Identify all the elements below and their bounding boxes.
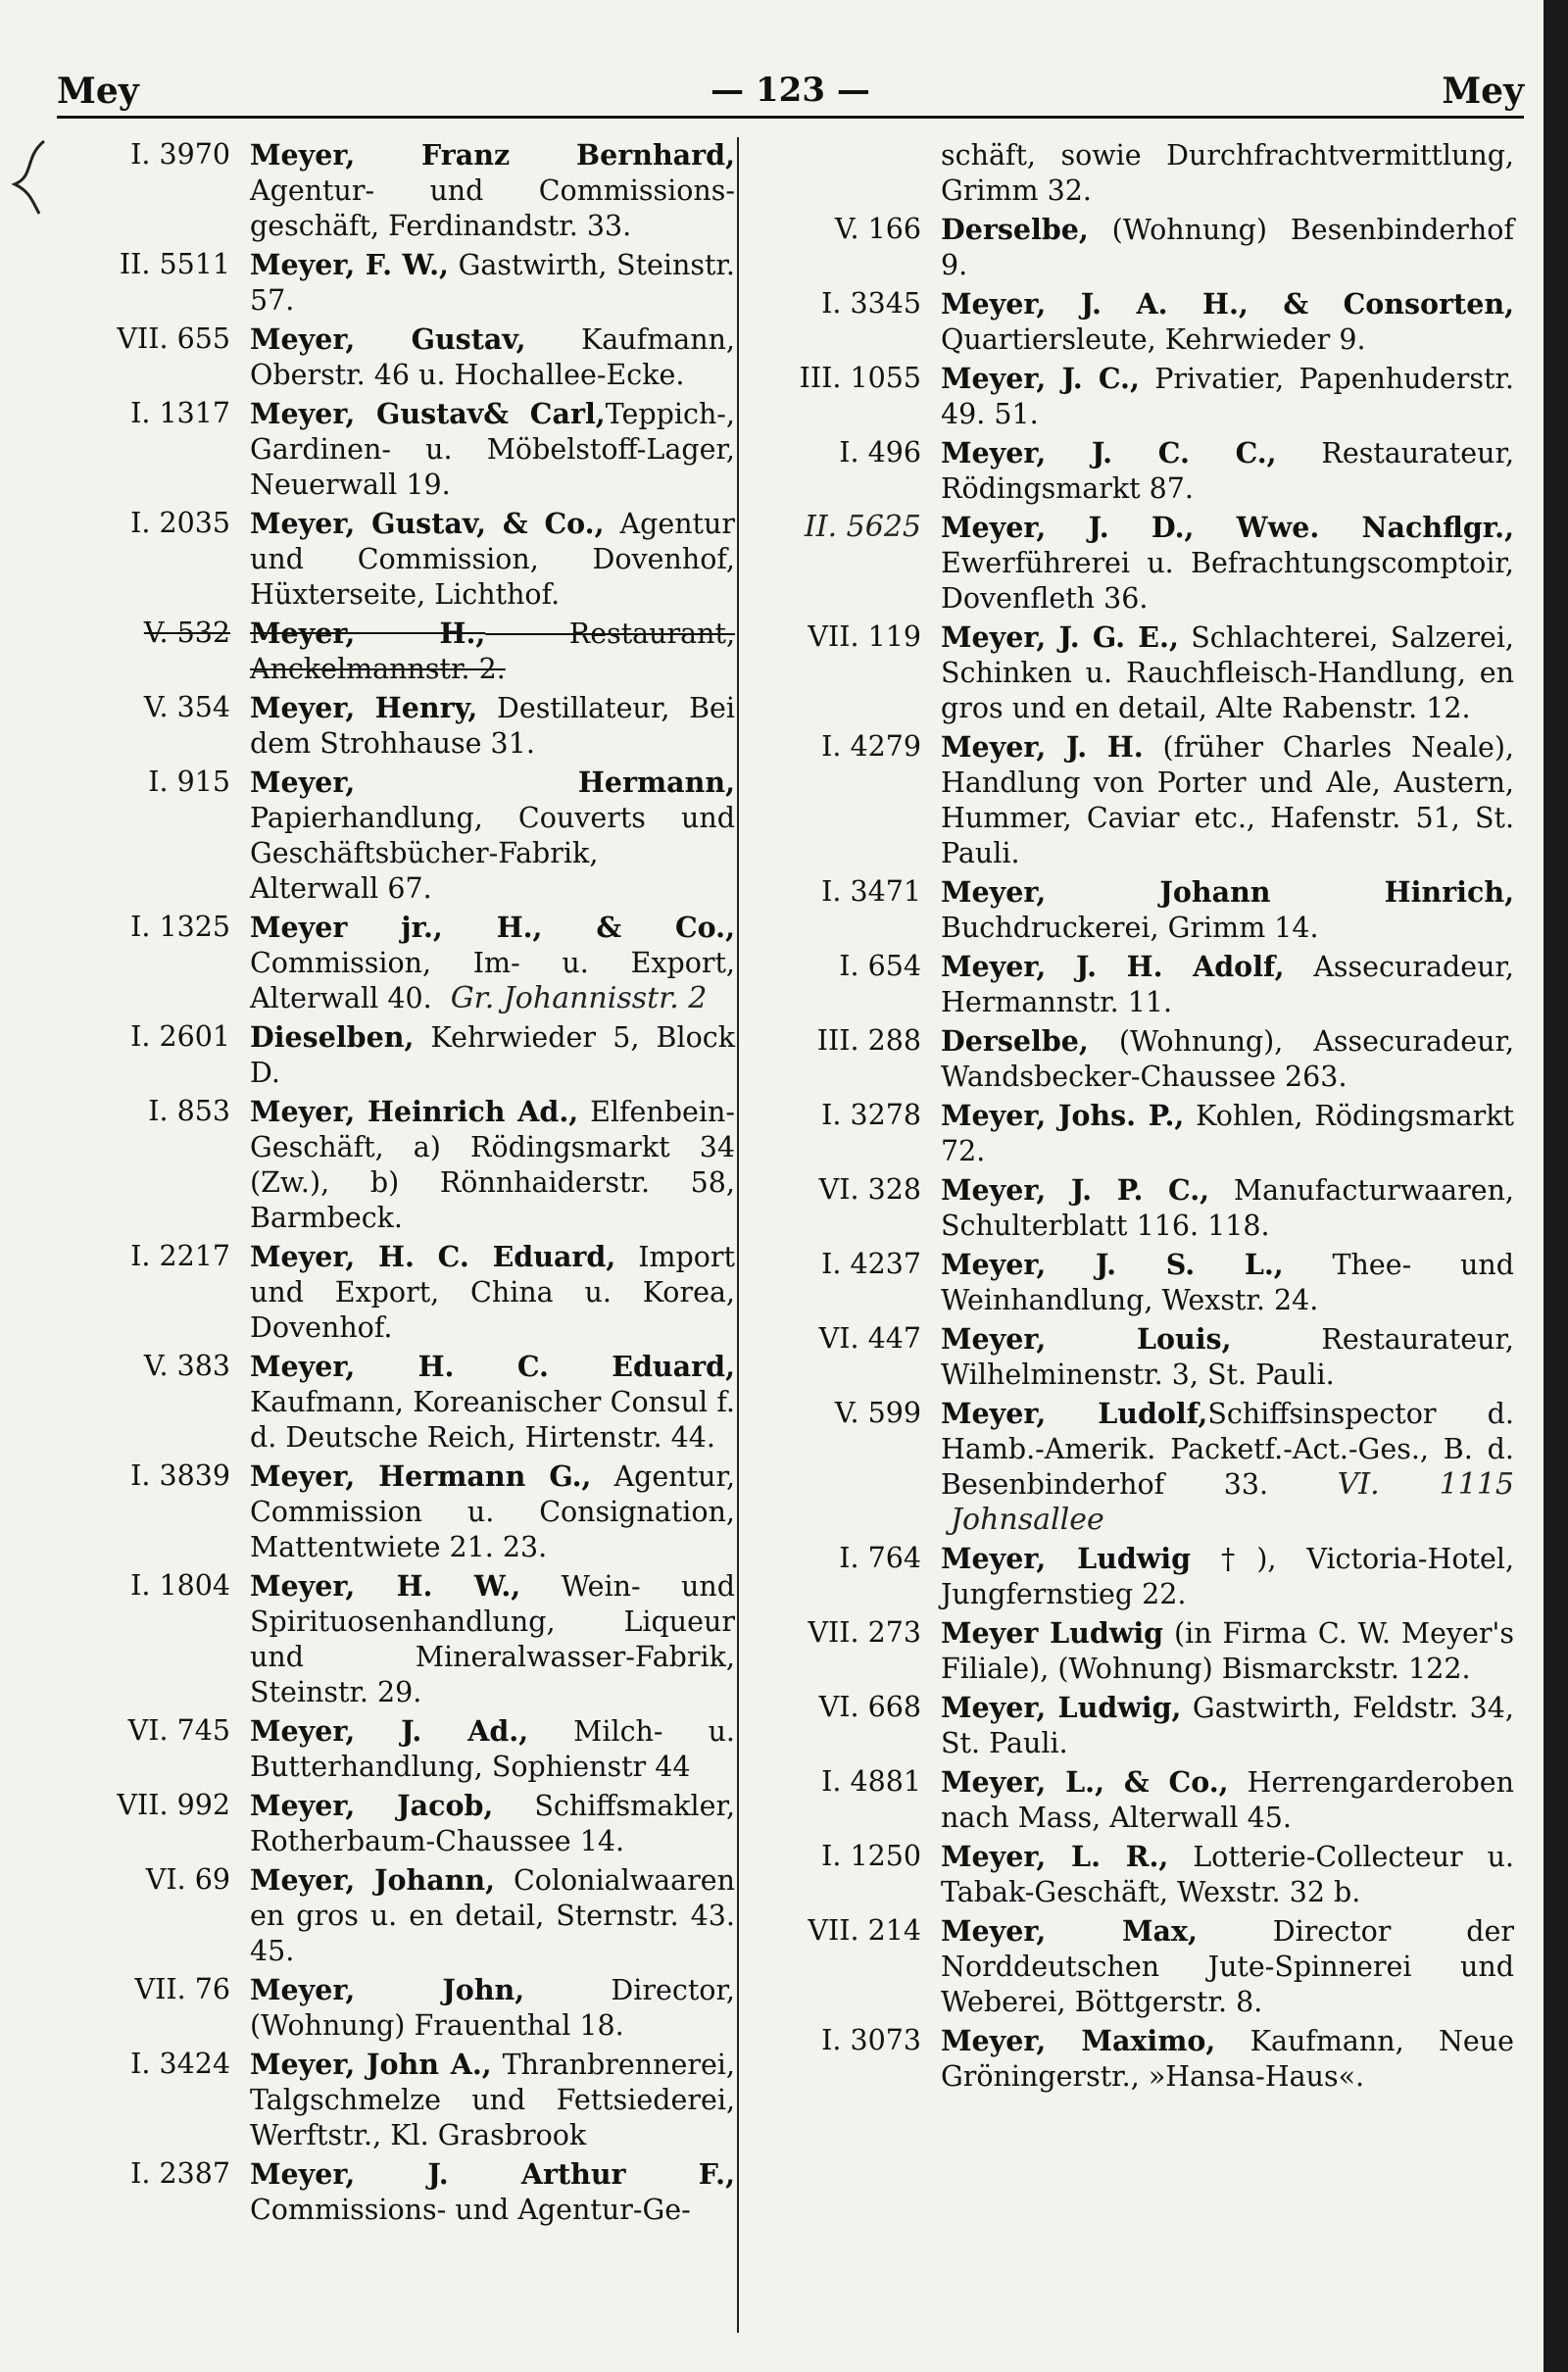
entry-details: Kohlen, Rödingsmarkt 72. (941, 1100, 1515, 1167)
entry-register-number: I. 1250 (821, 1840, 921, 1872)
entry-register-number: VII. 273 (808, 1616, 921, 1649)
entry-name: Meyer, Hermann, (250, 766, 735, 799)
entry-details: Director der Norddeutschen Jute-Spinnerei und Weberei, Böttgerstr. 8. (941, 1915, 1514, 2018)
handwritten-note: Johnsallee (951, 1503, 1104, 1537)
entry-details: Restaurant, Anckelmannstr. 2. (250, 618, 736, 685)
directory-entry (750, 2023, 1514, 2095)
entry-register-number: VII. 992 (117, 1789, 230, 1821)
entry-text (250, 2047, 735, 2153)
left-column (39, 137, 735, 2352)
directory-entry (39, 2156, 735, 2228)
header-left-keyword: Mey (57, 71, 139, 112)
entry-text (941, 619, 1514, 726)
directory-entry (750, 361, 1514, 432)
entry-details: Wein- und Spirituosenhandlung, Liqueur und Mineralwasser-Fabrik, Steinstr. 29. (250, 1570, 736, 1708)
entry-details: Agentur und Commission, Dovenhof, Hüxterseite, Lichthof. (250, 508, 735, 611)
directory-entry (39, 137, 735, 244)
entry-text (941, 1615, 1514, 1687)
entry-name: Meyer, J. H. (941, 730, 1144, 764)
entry-text (250, 506, 735, 613)
directory-entry (750, 1098, 1514, 1169)
entry-details: Manufacturwaaren, Schulterblatt 116. 118. (941, 1174, 1514, 1242)
entry-register-number: VII. 76 (134, 1973, 230, 2005)
entry-details: Commissions- und Agentur-Ge- (250, 2194, 691, 2226)
entry-register-number: VI. 447 (818, 1322, 921, 1355)
entry-details: Teppich-, Gardinen- u. Möbelstoff-Lager, Neuerwall 19. (250, 398, 735, 501)
entry-text (941, 1913, 1514, 2020)
handwritten-note: VI. 1115 (1337, 1467, 1514, 1502)
entry-register-number: I. 3424 (130, 2048, 230, 2080)
directory-entry (750, 1839, 1514, 1910)
entry-register-number: VI. 328 (818, 1173, 921, 1206)
entry-register-number: V. 354 (143, 691, 230, 723)
entry-text (250, 1713, 735, 1785)
entry-text (250, 396, 735, 503)
entry-name: Dieselben, (250, 1020, 415, 1054)
entry-details: Ewerführerei u. Befrachtungscomptoir, Dovenfleth 36. (941, 547, 1514, 615)
entry-register-number: I. 853 (148, 1095, 230, 1127)
entry-name: Meyer, H. W., (250, 1569, 521, 1603)
entry-register-number: I. 654 (839, 950, 921, 982)
entry-details: Restaurateur, Rödingsmarkt 87. (941, 437, 1514, 505)
page-number: — 123 — (710, 71, 870, 110)
directory-entry (750, 949, 1514, 1020)
entry-text (250, 910, 735, 1016)
entry-text (941, 1023, 1514, 1095)
entry-text (941, 361, 1514, 432)
entry-details: Colonialwaaren en gros u. en detail, Sternstr. 43. 45. (250, 1864, 735, 1967)
entry-register-number (750, 137, 941, 209)
page-header (57, 71, 1524, 120)
entry-name: Meyer, Hermann G., (250, 1459, 592, 1493)
directory-entry (750, 1247, 1514, 1318)
entry-text (250, 1568, 735, 1710)
entry-details: Director, (Wohnung) Frauenthal 18. (250, 1974, 735, 2042)
directory-entry (750, 1321, 1514, 1393)
directory-entry (39, 1862, 735, 1969)
entry-register-number: I. 3839 (130, 1459, 230, 1492)
entry-text (250, 616, 735, 687)
entry-details: Schiffsinspector d. Hamb.-Amerik. Packetf.-Act.-Ges., B. d. Besenbinderhof 33. (941, 1398, 1514, 1501)
entry-text (941, 212, 1514, 283)
entry-details: Quartiersleute, Kehrwieder 9. (941, 323, 1366, 356)
entry-register-number: I. 1804 (130, 1569, 230, 1602)
entry-name: Meyer, Henry, (250, 691, 478, 724)
entry-register-number: VII. 655 (117, 322, 230, 355)
entry-register-number: I. 2601 (130, 1020, 230, 1053)
entry-name: Meyer jr., H., & Co., (250, 911, 735, 944)
entry-name: Meyer, J. S. L., (941, 1248, 1284, 1281)
entry-details: Gastwirth, Feldstr. 34, St. Pauli. (941, 1692, 1514, 1759)
entry-register-number: I. 3471 (821, 875, 921, 908)
directory-entry (750, 1615, 1514, 1687)
directory-entry (39, 396, 735, 503)
entry-name: Meyer, L., & Co., (941, 1765, 1229, 1799)
entry-register-number: VI. 668 (818, 1691, 921, 1723)
entry-register-number: I. 496 (839, 436, 921, 469)
entry-register-number: II. 5511 (119, 248, 230, 280)
entry-text (941, 1098, 1514, 1169)
entry-name: Meyer, L. R., (941, 1840, 1169, 1873)
entry-details: (Wohnung) Besenbinderhof 9. (941, 214, 1514, 281)
directory-entry (39, 1239, 735, 1346)
directory-entry (39, 616, 735, 687)
entry-name: Meyer, Jacob, (250, 1789, 494, 1822)
entry-details: Schlachterei, Salzerei, Schinken u. Rauchfleisch-Handlung, en gros und en detail, Alte Rabenstr. 12. (941, 621, 1514, 724)
directory-entry (750, 1396, 1514, 1538)
entry-text (941, 1247, 1514, 1318)
entry-name: Meyer, J. C. C., (941, 436, 1277, 469)
entry-details: Milch- u. Butterhandlung, Sophienstr 44 (250, 1715, 735, 1783)
directory-entry (750, 1172, 1514, 1244)
entry-register-number: I. 2217 (130, 1240, 230, 1272)
entry-text (250, 247, 735, 319)
entry-name: Meyer, J. A. H., & Consorten, (941, 287, 1514, 321)
entry-details: Agentur- und Commissions-geschäft, Ferdinandstr. 33. (250, 174, 735, 242)
entry-text (250, 2156, 735, 2228)
entry-text (941, 2023, 1514, 2095)
entry-register-number: I. 2387 (130, 2157, 230, 2190)
entry-details: Thee- und Weinhandlung, Wexstr. 24. (941, 1249, 1514, 1316)
entry-name: Meyer, J. C., (941, 362, 1140, 395)
entry-register-number: VII. 214 (808, 1914, 921, 1947)
entry-register-number: I. 4881 (821, 1765, 921, 1798)
entry-register-number: I. 3073 (821, 2024, 921, 2056)
entry-register-number: I. 764 (839, 1542, 921, 1574)
directory-entry (750, 1541, 1514, 1612)
entry-text (250, 690, 735, 762)
entry-text (250, 765, 735, 907)
entry-details: Kaufmann, Oberstr. 46 u. Hochallee-Ecke. (250, 323, 735, 391)
entry-name: Meyer, H. C. Eduard, (250, 1240, 616, 1273)
directory-entry (39, 1713, 735, 1785)
entry-name: Meyer, Gustav& Carl, (250, 397, 606, 430)
entry-register-number: I. 1317 (130, 397, 230, 429)
entry-name: Meyer, J. H. Adolf, (941, 950, 1285, 983)
directory-entry (39, 506, 735, 613)
directory-entry (39, 247, 735, 319)
directory-entry (750, 435, 1514, 507)
entry-text (941, 137, 1514, 209)
entry-details: (Wohnung), Assecuradeur, Wandsbecker-Chaussee 263. (941, 1025, 1514, 1093)
directory-entry (750, 1023, 1514, 1095)
entry-name: Meyer, John, (250, 1973, 525, 2006)
entry-text (250, 321, 735, 393)
entry-details: Kaufmann, Neue Gröningerstr., »Hansa-Haus«. (941, 2025, 1514, 2093)
entry-text (941, 1321, 1514, 1393)
directory-entry (750, 619, 1514, 726)
entry-text (941, 874, 1514, 946)
entry-name: Meyer, F. W., (250, 248, 449, 281)
entry-text (250, 1094, 735, 1236)
entry-register-number: V. 532 (143, 617, 230, 649)
entry-name: Meyer, Johann Hinrich, (941, 875, 1514, 909)
directory-entry (39, 690, 735, 762)
entry-register-number: V. 166 (834, 213, 921, 245)
entry-register-number: I. 4237 (821, 1248, 921, 1280)
entry-name: Meyer, J. P. C., (941, 1173, 1210, 1207)
directory-entry (750, 286, 1514, 358)
directory-entry (39, 2047, 735, 2153)
entry-text (941, 1839, 1514, 1910)
entry-register-number: I. 2035 (130, 507, 230, 539)
directory-entry (39, 910, 735, 1016)
entry-details: Papierhandlung, Couverts und Geschäftsbücher-Fabrik, Alterwall 67. (250, 802, 735, 905)
entry-register-number: VII. 119 (808, 620, 921, 653)
entry-name: Derselbe, (941, 213, 1089, 246)
directory-entry (750, 1913, 1514, 2020)
entry-name: Meyer, Ludwig, (941, 1691, 1182, 1724)
entry-details: Assecuradeur, Hermannstr. 11. (941, 951, 1514, 1018)
entry-name: Meyer, J. D., Wwe. Nachflgr., (941, 511, 1514, 544)
directory-entry (39, 1349, 735, 1456)
directory-entry (750, 874, 1514, 946)
entry-register-number: I. 1325 (130, 911, 230, 943)
entry-text (941, 1541, 1514, 1612)
entry-name: Meyer, J. G. E., (941, 620, 1179, 654)
entry-name: Meyer, Johann, (250, 1863, 496, 1897)
entry-text (941, 949, 1514, 1020)
entry-name: Meyer, Max, (941, 1914, 1198, 1948)
entry-details: Buchdruckerei, Grimm 14. (941, 912, 1319, 944)
entry-name: Meyer, J. Ad., (250, 1714, 529, 1748)
entry-name: Meyer, Ludolf, (941, 1397, 1208, 1430)
directory-entry (39, 1568, 735, 1710)
entry-text (250, 1239, 735, 1346)
entry-text (941, 1690, 1514, 1761)
entry-name: Derselbe, (941, 1024, 1089, 1058)
entry-text (941, 1396, 1514, 1538)
entry-details: Kaufmann, Koreanischer Consul f. d. Deutsche Reich, Hirtenstr. 44. (250, 1386, 735, 1454)
entry-details: Lotterie-Collecteur u. Tabak-Geschäft, Wexstr. 32 b. (941, 1841, 1514, 1908)
header-rule (57, 116, 1524, 119)
entry-register-number: III. 1055 (799, 362, 921, 394)
directory-entry (750, 212, 1514, 283)
directory-entry (39, 1019, 735, 1091)
entry-details: †), Victoria-Hotel, Jungfernstieg 22. (941, 1543, 1514, 1610)
directory-entry (39, 1788, 735, 1859)
entry-register-number: I. 3345 (821, 287, 921, 320)
directory-entry (39, 1094, 735, 1236)
entry-details: Commission, Im- u. Export, Alterwall 40. (250, 947, 735, 1014)
entry-register-number: V. 599 (834, 1397, 921, 1429)
entry-register-number: VI. 745 (127, 1714, 230, 1747)
entry-details: Agentur, Commission u. Consignation, Mattentwiete 21. 23. (250, 1460, 735, 1563)
entry-details: Thranbrennerei, Talgschmelze und Fettsiederei, Werftstr., Kl. Grasbrook (250, 2049, 735, 2151)
entry-details: Import und Export, China u. Korea, Dovenhof. (250, 1241, 735, 1344)
directory-entry (750, 137, 1514, 209)
entry-register-number: VI. 69 (145, 1863, 230, 1896)
directory-entry (750, 1690, 1514, 1761)
entry-name: Meyer Ludwig (941, 1616, 1164, 1650)
entry-text (941, 1764, 1514, 1836)
entry-name: Meyer, John A., (250, 2048, 492, 2081)
header-right-keyword: Mey (1442, 71, 1524, 112)
scan-edge (1544, 0, 1568, 2372)
entry-name: Meyer, Gustav, & Co., (250, 507, 605, 540)
entry-text (250, 1458, 735, 1565)
entry-name: Meyer, H. C. Eduard, (250, 1350, 735, 1383)
entry-details: Destillateur, Bei dem Strohhause 31. (250, 692, 735, 760)
entry-name: Meyer, J. Arthur F., (250, 2157, 735, 2191)
entry-name: Meyer, Heinrich Ad., (250, 1095, 579, 1128)
entry-details: (früher Charles Neale), Handlung von Porter und Ale, Austern, Hummer, Caviar etc., Hafenstr. 51, St. Pauli. (941, 731, 1514, 869)
directory-entry (39, 321, 735, 393)
entry-text (941, 510, 1514, 617)
entry-details: Gastwirth, Steinstr. 57. (250, 249, 735, 317)
entry-register-number: II. 5625 (804, 510, 921, 544)
entry-text (250, 1862, 735, 1969)
entry-details: Restaurateur, Wilhelminenstr. 3, St. Pauli. (941, 1323, 1514, 1391)
entry-name: Meyer, Maximo, (941, 2024, 1216, 2057)
entry-text (250, 1019, 735, 1091)
entry-name: Meyer, Franz Bernhard, (250, 138, 735, 172)
entry-register-number: I. 915 (148, 766, 230, 798)
entry-details: Privatier, Papenhuderstr. 49. 51. (941, 363, 1514, 430)
entry-register-number: I. 3970 (130, 138, 230, 171)
entry-name: Meyer, Gustav, (250, 322, 526, 356)
entry-details: Schiffsmakler, Rotherbaum-Chaussee 14. (250, 1790, 735, 1857)
entry-text (941, 729, 1514, 871)
entry-register-number: V. 383 (143, 1350, 230, 1382)
column-divider (737, 137, 739, 2333)
directory-entry (39, 1972, 735, 2044)
entry-text (941, 1172, 1514, 1244)
entry-name: Meyer, H., (250, 617, 486, 650)
entry-details: Elfenbein-Geschäft, a) Rödingsmarkt 34 (Zw.), b) Rönnhaiderstr. 58, Barmbeck. (250, 1096, 735, 1234)
entry-name: Meyer, Louis, (941, 1322, 1232, 1356)
entry-details: (in Firma C. W. Meyer's Filiale), (Wohnung) Bismarckstr. 122. (941, 1617, 1514, 1685)
directory-entry (750, 510, 1514, 617)
entry-text (941, 435, 1514, 507)
directory-entry (750, 1764, 1514, 1836)
entry-register-number: I. 3278 (821, 1099, 921, 1131)
entry-text (250, 1972, 735, 2044)
entry-text (250, 1788, 735, 1859)
entry-details: Kehrwieder 5, Block D. (250, 1021, 735, 1089)
entry-name: Meyer, Ludwig (941, 1542, 1192, 1575)
entry-name: Meyer, Johs. P., (941, 1099, 1185, 1132)
entry-details: Herrengarderoben nach Mass, Alterwall 45. (941, 1766, 1514, 1834)
directory-entry (39, 765, 735, 907)
handwritten-note: Gr. Johannisstr. 2 (450, 981, 708, 1015)
right-column (750, 137, 1514, 2352)
entry-details: schäft, sowie Durchfrachtvermittlung, Grimm 32. (941, 139, 1514, 207)
directory-entry (39, 1458, 735, 1565)
entry-register-number: I. 4279 (821, 730, 921, 763)
entry-text (250, 1349, 735, 1456)
directory-entry (750, 729, 1514, 871)
entry-register-number: III. 288 (816, 1024, 921, 1057)
entry-text (941, 286, 1514, 358)
entry-text (250, 137, 735, 244)
